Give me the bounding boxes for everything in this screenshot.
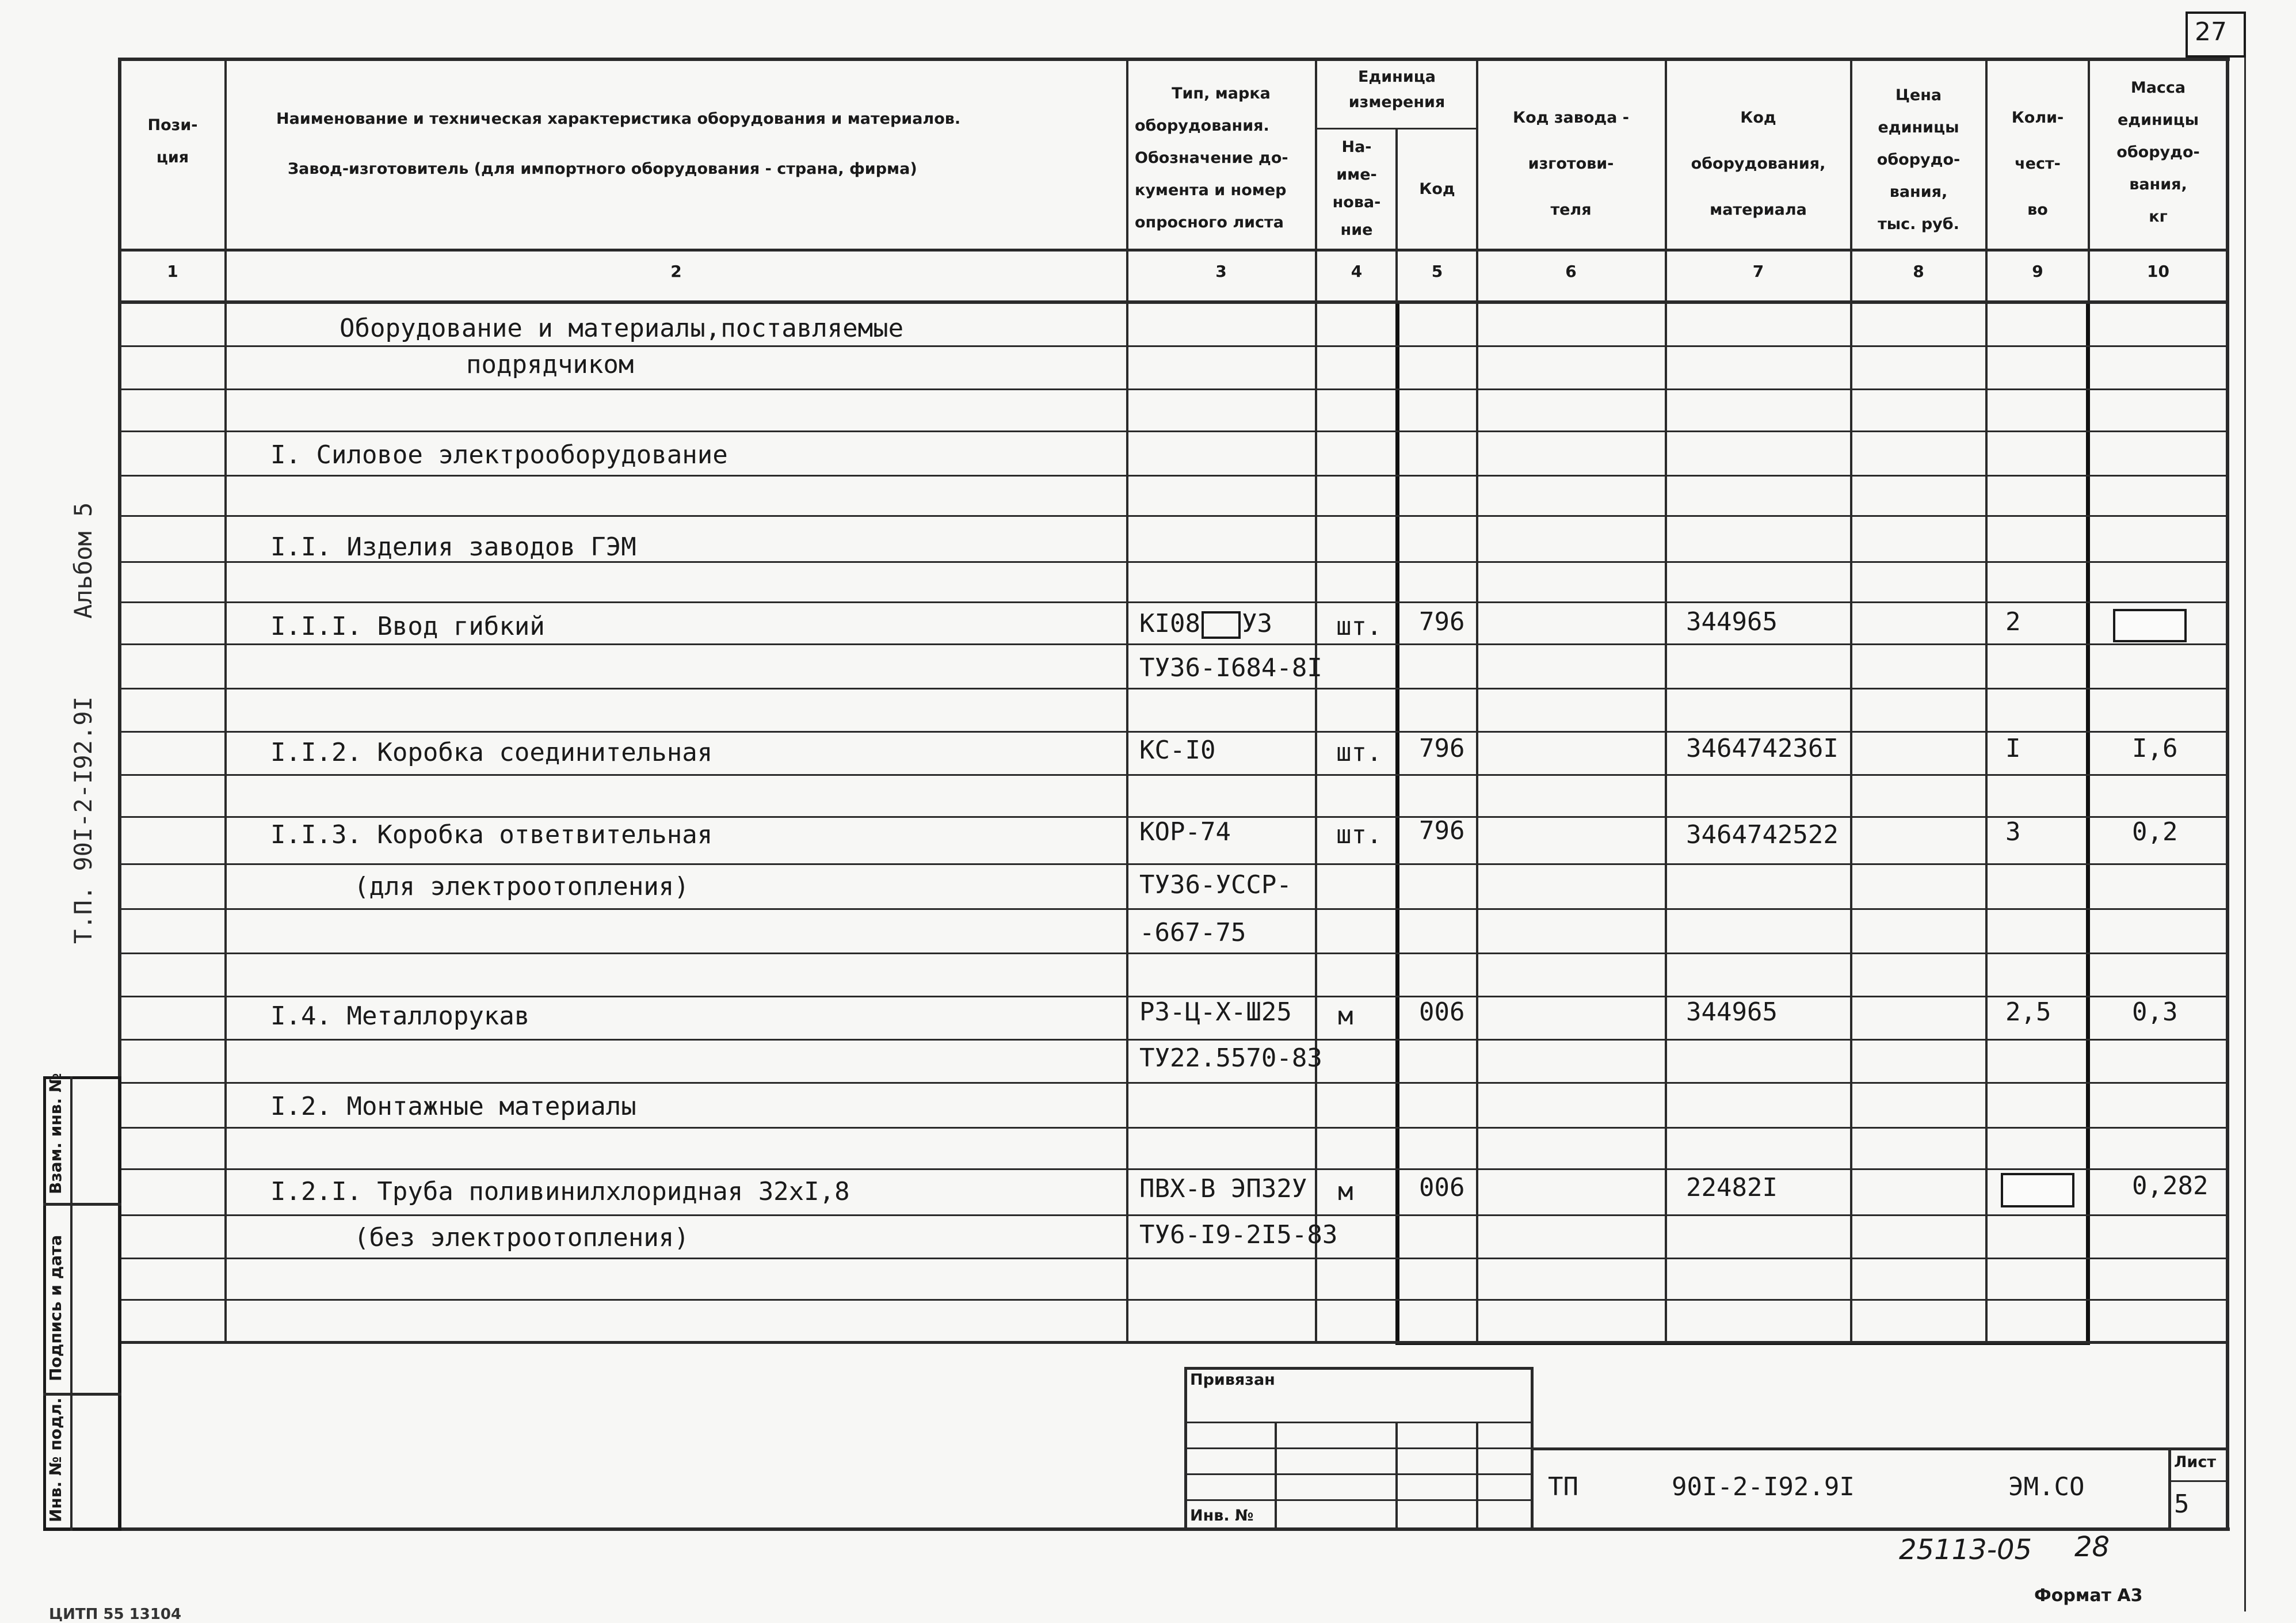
col-line-3: [1315, 58, 1317, 1344]
col-number: 9: [2032, 262, 2043, 281]
row-line: [118, 1168, 2227, 1170]
col-line-2: [1126, 58, 1128, 1344]
row-line: [118, 1127, 2227, 1129]
header-mass-line: кг: [2149, 208, 2168, 226]
item-qty: 3: [2005, 817, 2021, 847]
sheet-box-left: [2168, 1447, 2171, 1531]
format-label: Формат А3: [2034, 1586, 2143, 1606]
header-qty-col: [1988, 95, 2087, 233]
item-type: ТУ6-I9-2I5-83: [1139, 1220, 1338, 1249]
header-equip-line: оборудования,: [1691, 155, 1826, 173]
item-type: Р3-Ц-Х-Ш25: [1139, 997, 1292, 1027]
item-unit: шт.: [1336, 612, 1382, 641]
row-line: [118, 1039, 2227, 1041]
header-equip-col: [1668, 95, 1849, 233]
header-type-line: Тип, марка: [1172, 85, 1271, 102]
row-line: [118, 388, 2227, 390]
col-number: 2: [670, 262, 682, 281]
stamp-inv: Инв. № подл.: [46, 1397, 65, 1522]
row-line: [118, 688, 2227, 689]
item-mass: 0,3: [2132, 997, 2178, 1027]
header-price-col: [1853, 79, 1984, 241]
col-line-5: [1476, 58, 1478, 1344]
item-type: КОР-74: [1139, 817, 1231, 847]
title-doc-top: [1531, 1447, 2227, 1450]
item-name: I.I.3. Коробка ответвительная: [270, 820, 713, 849]
col-number: 4: [1351, 262, 1363, 281]
subsection-heading: I.2. Монтажные материалы: [270, 1092, 636, 1121]
row-line: [118, 1214, 2227, 1216]
stamp-podpis: Подпись и дата: [46, 1235, 65, 1381]
handwritten-code: 25113-05: [1899, 1534, 2032, 1566]
item-mass: I,6: [2132, 734, 2178, 763]
title-block-col: [1395, 1422, 1398, 1531]
header-equip-line: материала: [1710, 201, 1807, 219]
item-name-note: (без электроотопления): [354, 1223, 689, 1252]
item-unit-code: 006: [1419, 1173, 1465, 1202]
header-mass-line: единицы: [2117, 111, 2199, 129]
corner-page-number: 27: [2195, 17, 2227, 47]
item-qty-blank: [2001, 1173, 2074, 1207]
title-block-row: [1185, 1473, 1531, 1475]
item-qty: 2: [2005, 607, 2021, 637]
tp-side-label: Т.П. 90I-2-I92.9I: [69, 696, 97, 944]
item-mass: 0,2: [2132, 817, 2178, 847]
item-equip-code: 3464742522: [1686, 820, 1839, 849]
item-type: ТУ22.5570-83: [1139, 1043, 1322, 1073]
item-qty: 2,5: [2005, 997, 2051, 1027]
row-line: [118, 1082, 2227, 1084]
sheet-right-edge: [2244, 12, 2246, 1611]
header-maker-line: теля: [1550, 201, 1592, 219]
item-mass-blank: [2113, 609, 2187, 642]
title-block-row: [1185, 1447, 1531, 1449]
header-maker-line: изготови-: [1528, 155, 1614, 173]
item-unit-code: 796: [1419, 607, 1465, 637]
stamp-divider: [43, 1203, 121, 1206]
header-type-line: опросного листа: [1135, 214, 1284, 231]
item-name: I.I.2. Коробка соединительная: [270, 738, 713, 767]
sheet-box-divider: [2168, 1480, 2227, 1482]
header-type-line: оборудования.: [1135, 117, 1269, 135]
row-line: [118, 601, 2227, 603]
item-mass: 0,282: [2132, 1171, 2209, 1201]
header-name-line1: Наименование и техническая характеристика оборудования и материалов.: [276, 110, 961, 128]
item-name-note: (для электроотопления): [354, 872, 689, 901]
title-block-row: [1185, 1422, 1531, 1423]
item-name: I.I.I. Ввод гибкий: [270, 612, 545, 641]
header-mass-line: Масса: [2130, 79, 2186, 97]
header-unit-code: Код: [1419, 180, 1455, 198]
row-line: [118, 515, 2227, 517]
item-type: КС-I0: [1139, 736, 1216, 765]
row-line: [118, 643, 2227, 645]
col-line-1: [224, 58, 227, 1344]
title-block-top: [1185, 1367, 1531, 1370]
table-bottom-line: [118, 1341, 2227, 1344]
col-number: 5: [1431, 262, 1443, 281]
section-title: Оборудование и материалы,поставляемые: [340, 314, 904, 343]
header-type-line: кумента и номер: [1135, 181, 1287, 199]
title-mark: ЭМ.СО: [2008, 1472, 2085, 1502]
frame-right-line: [2226, 58, 2229, 1531]
header-unit-group: Единица измерения: [1348, 68, 1446, 111]
col-number: 8: [1913, 262, 1924, 281]
header-bottom-line: [118, 249, 2227, 252]
item-equip-code: 346474236I: [1686, 734, 1839, 763]
header-unit-name-line: име-: [1336, 166, 1377, 184]
header-price-line: оборудо-: [1877, 151, 1961, 169]
item-equip-code: 344965: [1686, 997, 1778, 1027]
item-unit-code: 006: [1419, 997, 1465, 1027]
row-line: [118, 908, 2227, 910]
col-line-7: [1850, 58, 1852, 1344]
header-mass-line: вания,: [2129, 176, 2187, 193]
sheet-number: 5: [2174, 1489, 2190, 1519]
col-number: 10: [2147, 262, 2169, 281]
row-line: [118, 430, 2227, 432]
stamp-inner-line: [70, 1076, 73, 1531]
thick-box-right: [2086, 304, 2090, 1344]
col-number: 6: [1565, 262, 1577, 281]
section-heading: I. Силовое электрооборудование: [270, 440, 728, 470]
header-unit-name-col: [1318, 134, 1395, 244]
item-unit: м: [1338, 1001, 1353, 1031]
header-price-line: тыс. руб.: [1878, 215, 1959, 233]
privyazan-label: Привязан: [1190, 1371, 1275, 1389]
subsection-heading: I.I. Изделия заводов ГЭМ: [270, 532, 636, 562]
handwritten-page: 28: [2074, 1531, 2110, 1563]
frame-top-line: [118, 58, 2230, 61]
header-mass-line: оборудо-: [2116, 143, 2200, 161]
title-block-col: [1275, 1422, 1277, 1531]
col-number: 1: [167, 262, 178, 281]
item-qty: I: [2005, 734, 2021, 763]
item-type: ТУ36-I684-8I: [1139, 653, 1322, 683]
row-line: [118, 1299, 2227, 1301]
item-equip-code: 22482I: [1686, 1173, 1778, 1202]
number-row-bottom-line: [118, 300, 2227, 304]
row-line: [118, 345, 2227, 347]
thick-box-left: [1395, 304, 1399, 1344]
item-unit-code: 796: [1419, 816, 1465, 845]
header-mass-col: [2091, 72, 2226, 233]
inv-number-label: Инв. №: [1190, 1507, 1254, 1525]
row-line: [118, 1258, 2227, 1259]
item-unit: шт.: [1336, 820, 1382, 849]
header-equip-line: Код: [1740, 109, 1776, 127]
item-type-suffix: УЗ: [1241, 609, 1272, 638]
item-type: -667-75: [1139, 918, 1246, 947]
header-type-col: [1129, 78, 1313, 239]
header-maker-col: [1479, 95, 1663, 233]
header-unit-name-line: ние: [1340, 221, 1373, 239]
header-price-line: вания,: [1889, 183, 1948, 201]
title-block-row: [1185, 1499, 1531, 1501]
row-line: [118, 863, 2227, 865]
item-unit: шт.: [1336, 738, 1382, 767]
section-title: подрядчиком: [466, 350, 634, 379]
header-price-line: единицы: [1878, 119, 1959, 136]
item-name: I.4. Металлорукав: [270, 1001, 530, 1031]
item-unit-code: 796: [1419, 734, 1465, 763]
item-type: [1139, 609, 1272, 639]
stamp-divider: [43, 1393, 121, 1396]
header-type-line: Обозначение до-: [1135, 149, 1288, 167]
col-number: 7: [1752, 262, 1764, 281]
stamp-vzam: Взам. инв. №: [46, 1073, 65, 1194]
header-qty-line: во: [2027, 201, 2048, 219]
sheet-label: Лист: [2174, 1453, 2216, 1471]
album-label: Альбом 5: [69, 502, 97, 619]
item-unit: м: [1338, 1177, 1353, 1206]
bottom-fragment: ЦИТП 55 13104: [49, 1606, 182, 1623]
item-type: ТУ36-УССР-: [1139, 870, 1292, 900]
frame-bottom-line: [43, 1527, 2230, 1531]
item-type: ПВХ-В ЭП32У: [1139, 1174, 1307, 1203]
item-type-prefix: КI08: [1139, 609, 1200, 638]
row-line: [118, 731, 2227, 733]
header-qty-line: чест-: [2015, 155, 2061, 173]
title-doc-number: 90I-2-I92.9I: [1672, 1472, 1855, 1502]
header-unit-name-line: На-: [1341, 138, 1372, 156]
header-name-line2: Завод-изготовитель (для импортного оборудования - страна, фирма): [288, 160, 917, 178]
item-equip-code: 344965: [1686, 607, 1778, 637]
col-line-6: [1665, 58, 1667, 1344]
col-line-8: [1985, 58, 1988, 1344]
row-line: [118, 953, 2227, 954]
row-line: [118, 774, 2227, 776]
col-number: 3: [1215, 262, 1227, 281]
header-maker-line: Код завода -: [1513, 109, 1629, 127]
title-tp: ТП: [1548, 1472, 1578, 1502]
title-block-col: [1476, 1422, 1478, 1531]
header-qty-line: Коли-: [2011, 109, 2064, 127]
header-price-line: Цена: [1895, 86, 1942, 104]
blank-field: [1202, 611, 1241, 639]
row-line: [118, 475, 2227, 477]
header-position: Пози- ция: [147, 116, 198, 166]
header-unit-name-line: нова-: [1332, 193, 1381, 211]
item-name: I.2.I. Труба поливинилхлоридная 32хI,8: [270, 1177, 850, 1206]
